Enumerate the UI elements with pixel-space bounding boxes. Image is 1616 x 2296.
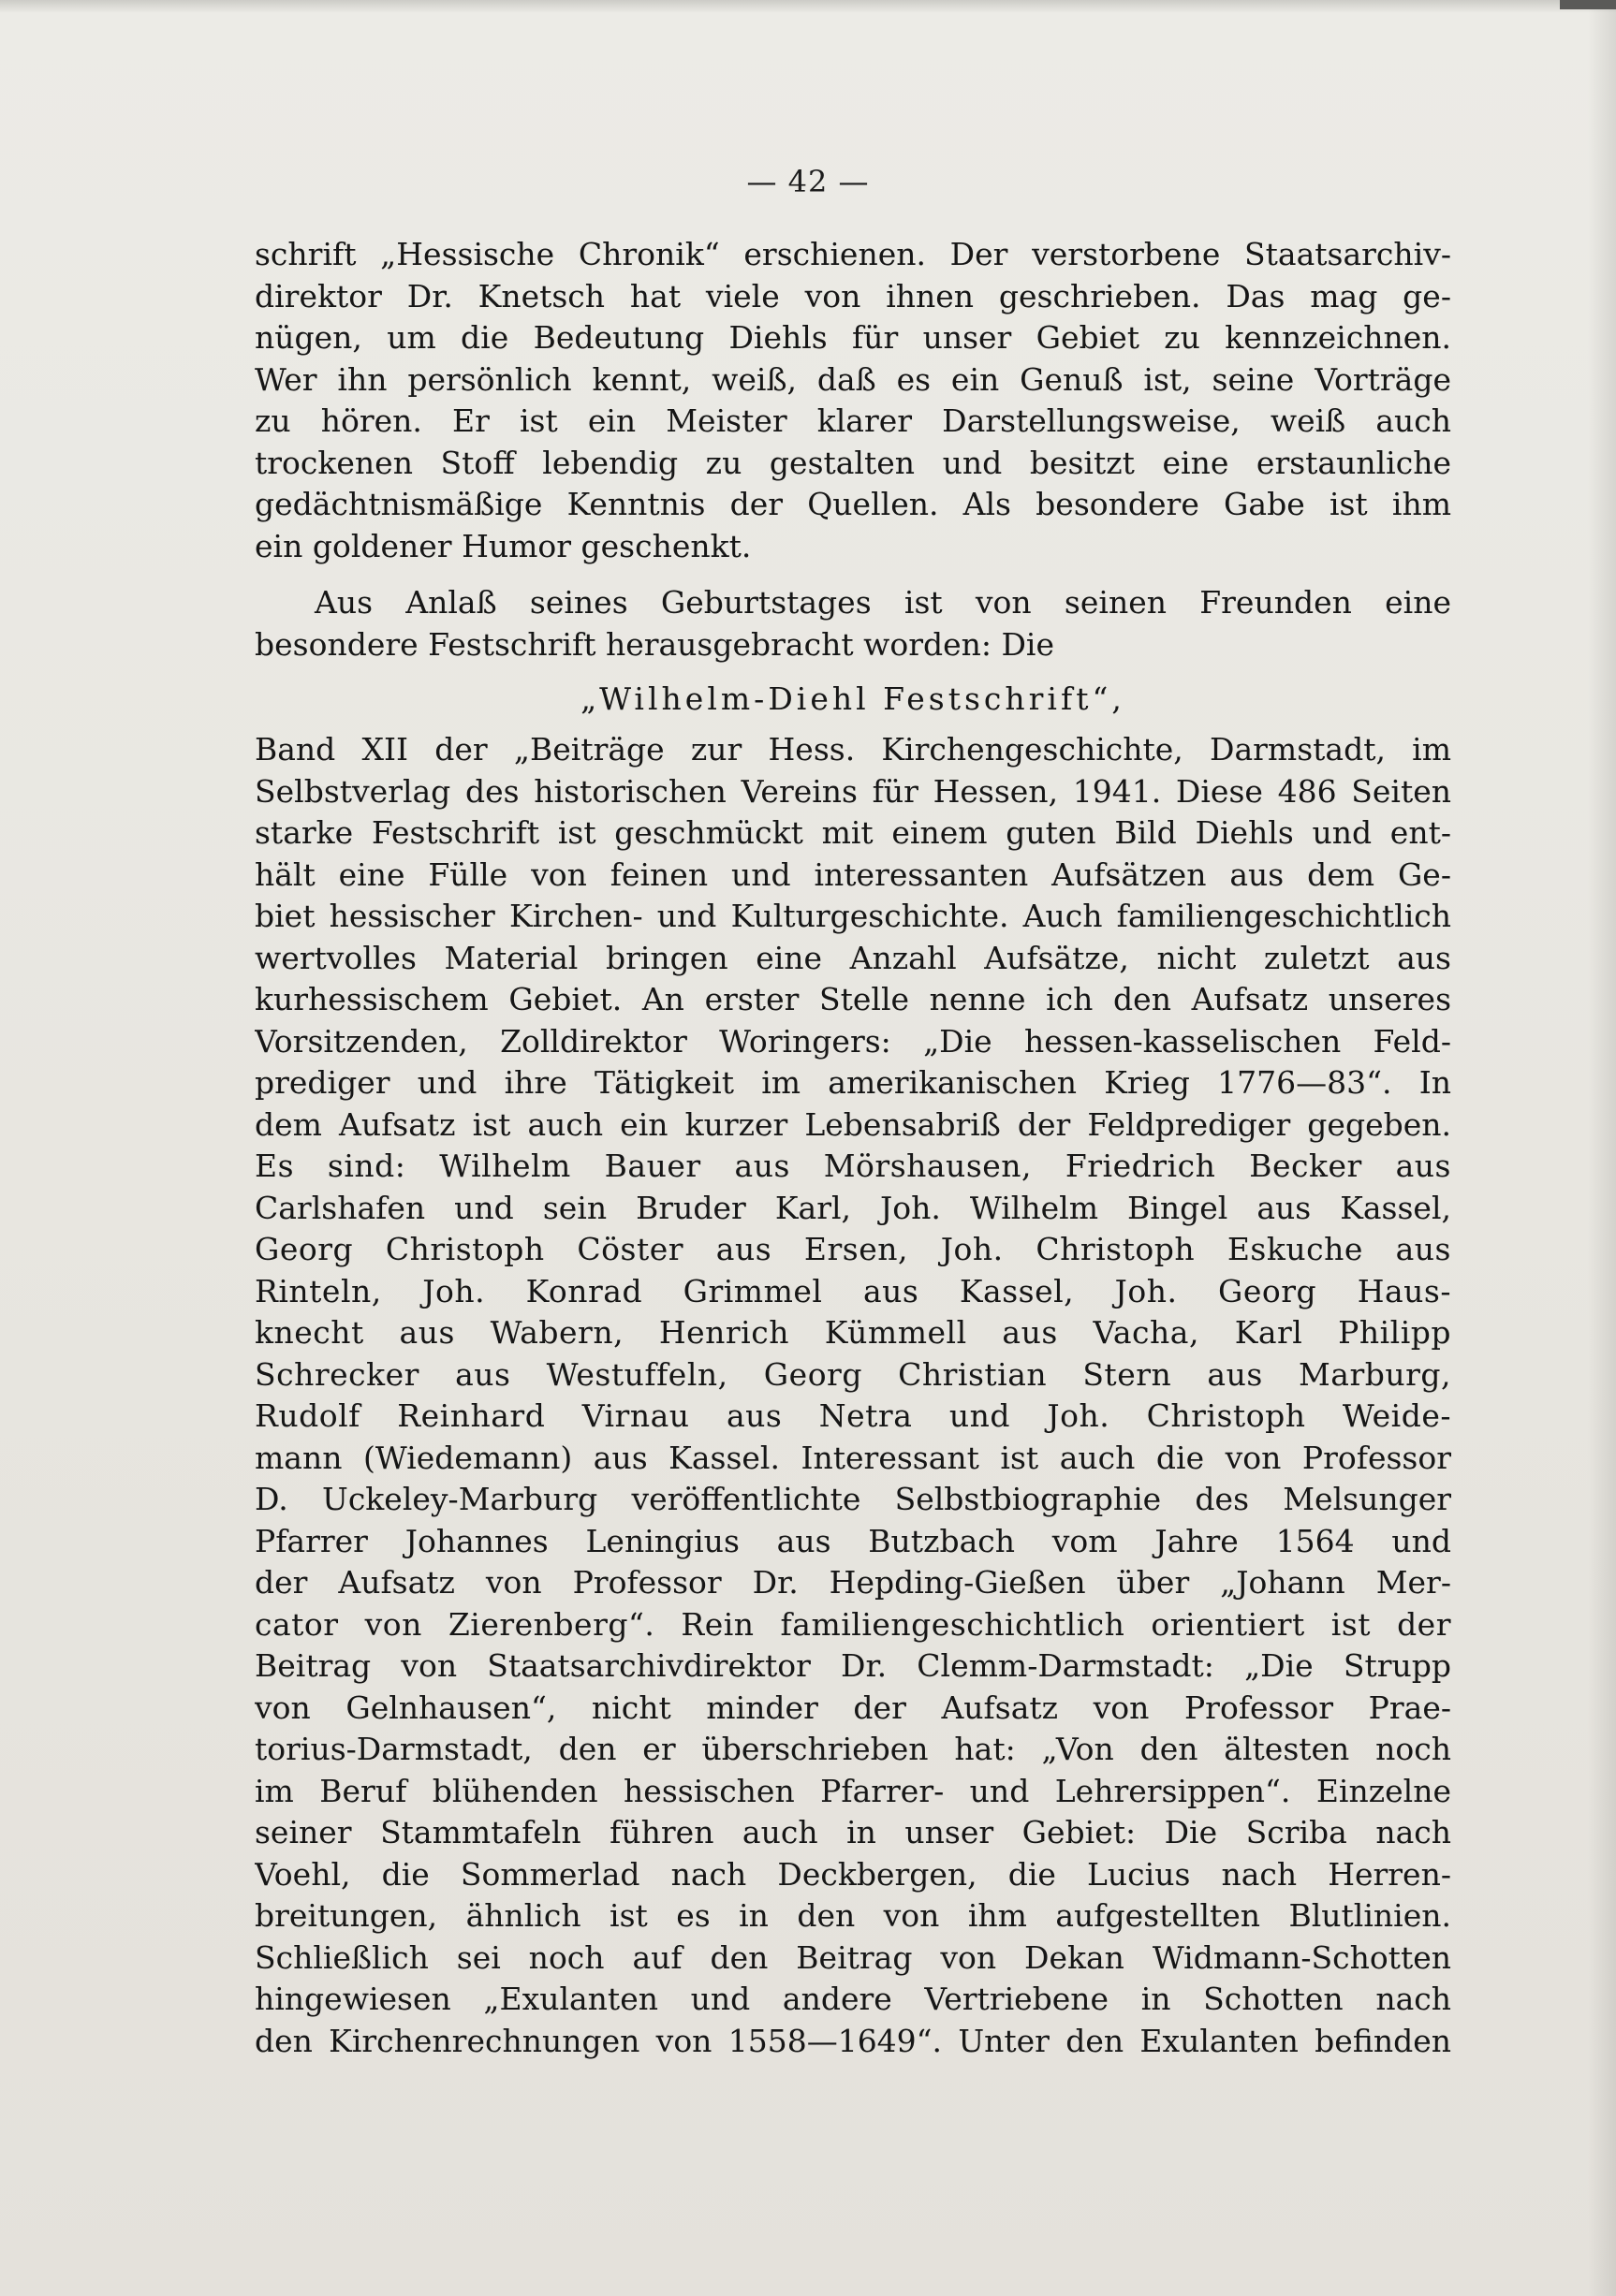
text-line: der Aufsatz von Professor Dr. Hepding-Gießen über „Johann Mer- [255,1564,1451,1601]
text-line: Wer ihn persönlich kennt, weiß, daß es ein Genuß ist, seine Vorträge [255,360,1451,398]
text-line: breitungen, ähnlich ist es in den von ihm aufgestellten Blutlinien. [255,1897,1451,1934]
text-line: Pfarrer Johannes Leningius aus Butzbach vom Jahre 1564 und [255,1522,1451,1559]
text-line: im Beruf blühenden hessischen Pfarrer- und Lehrersippen“. Einzelne [255,1772,1451,1809]
paragraph-gap [255,567,1451,582]
text-line: zu hören. Er ist ein Meister klarer Darstellungsweise, weiß auch [255,402,1451,439]
text-line: schrift „Hessische Chronik“ erschienen. Der verstorbene Staatsarchiv- [255,236,1451,272]
body-text [255,234,1451,2062]
text-line: Es sind: Wilhelm Bauer aus Mörshausen, Friedrich Becker aus [255,1148,1451,1184]
text-line: mann (Wiedemann) aus Kassel. Interessant ist auch die von Professor [255,1439,1451,1476]
page-corner-mark [1560,0,1616,9]
text-line: hingewiesen „Exulanten und andere Vertriebene in Schotten nach [255,1981,1451,2017]
text-line: knecht aus Wabern, Henrich Kümmell aus Vacha, Karl Philipp [255,1314,1451,1351]
text-line: Georg Christoph Cöster aus Ersen, Joh. Christoph Eskuche aus [255,1231,1451,1267]
text-line: trockenen Stoff lebendig zu gestalten und besitzt eine erstaunliche [255,444,1451,481]
text-line: Schließlich sei noch auf den Beitrag von Dekan Widmann-Schotten [255,1938,1451,1976]
festschrift-title: „Wilhelm-Diehl Festschrift“, [580,680,1125,717]
text-line: besondere Festschrift herausgebracht worden: Die [255,625,1055,663]
text-line: prediger und ihre Tätigkeit im amerikanischen Krieg 1776—83“. In [255,1064,1451,1101]
text-line: Band XII der „Beiträge zur Hess. Kirchengeschichte, Darmstadt, im [255,731,1451,768]
text-line: Aus Anlaß seines Geburtstages ist von seinen Freunden eine [315,584,1451,621]
text-line: Rinteln, Joh. Konrad Grimmel aus Kassel, Joh. Georg Haus- [255,1272,1451,1309]
text-line: Vorsitzenden, Zolldirektor Woringers: „Die hessen-kasselischen Feld- [255,1022,1451,1060]
page-top-shadow [0,0,1616,13]
text-line: cator von Zierenberg“. Rein familiengeschichtlich orientiert ist der [255,1605,1451,1643]
text-line: wertvolles Material bringen eine Anzahl Aufsätze, nicht zuletzt aus [255,939,1451,976]
paragraph-3 [255,729,1451,2062]
paragraph-1 [255,234,1451,567]
page-number: — 42 — [746,164,870,199]
text-line: hält eine Fülle von feinen und interessanten Aufsätzen aus dem Ge- [255,856,1451,893]
text-line: nügen, um die Bedeutung Diehls für unser Gebiet zu kennzeichnen. [255,319,1451,356]
text-line: D. Uckeley-Marburg veröffentlichte Selbstbiographie des Melsunger [255,1481,1451,1517]
text-line: dem Aufsatz ist auch ein kurzer Lebensabriß der Feldprediger gegeben. [255,1105,1451,1143]
text-line: ein goldener Humor geschenkt. [255,527,752,564]
text-line: den Kirchenrechnungen von 1558—1649“. Unter den Exulanten befinden [255,2022,1451,2059]
text-line: Rudolf Reinhard Virnau aus Netra und Joh. Christoph Weide- [255,1397,1451,1434]
text-line: Carlshafen und sein Bruder Karl, Joh. Wilhelm Bingel aus Kassel, [255,1189,1451,1226]
text-line: Beitrag von Staatsarchivdirektor Dr. Clemm-Darmstadt: „Die Strupp [255,1647,1451,1684]
text-line: von Gelnhausen“, nicht minder der Aufsatz von Professor Prae- [255,1689,1451,1726]
text-line: kurhessischem Gebiet. An erster Stelle nenne ich den Aufsatz unseres [255,981,1451,1017]
text-line: Selbstverlag des historischen Vereins für Hessen, 1941. Diese 486 Seiten [255,772,1451,810]
text-line: seiner Stammtafeln führen auch in unser Gebiet: Die Scriba nach [255,1814,1451,1850]
text-line: Schrecker aus Westuffeln, Georg Christian Stern aus Marburg, [255,1355,1451,1393]
text-line: direktor Dr. Knetsch hat viele von ihnen geschrieben. Das mag ge- [255,277,1451,314]
text-line: gedächtnismäßige Kenntnis der Quellen. Als besondere Gabe ist ihm [255,486,1451,522]
paragraph-2 [255,582,1451,665]
text-line: biet hessischer Kirchen- und Kulturgeschichte. Auch familiengeschichtlich [255,898,1451,934]
text-line: Voehl, die Sommerlad nach Deckbergen, die Lucius nach Herren- [255,1855,1451,1893]
text-line: torius-Darmstadt, den er überschrieben hat: „Von den ältesten noch [255,1731,1451,1767]
text-line: starke Festschrift ist geschmückt mit einem guten Bild Diehls und ent- [255,814,1451,851]
page-right-shadow [1588,0,1616,2296]
